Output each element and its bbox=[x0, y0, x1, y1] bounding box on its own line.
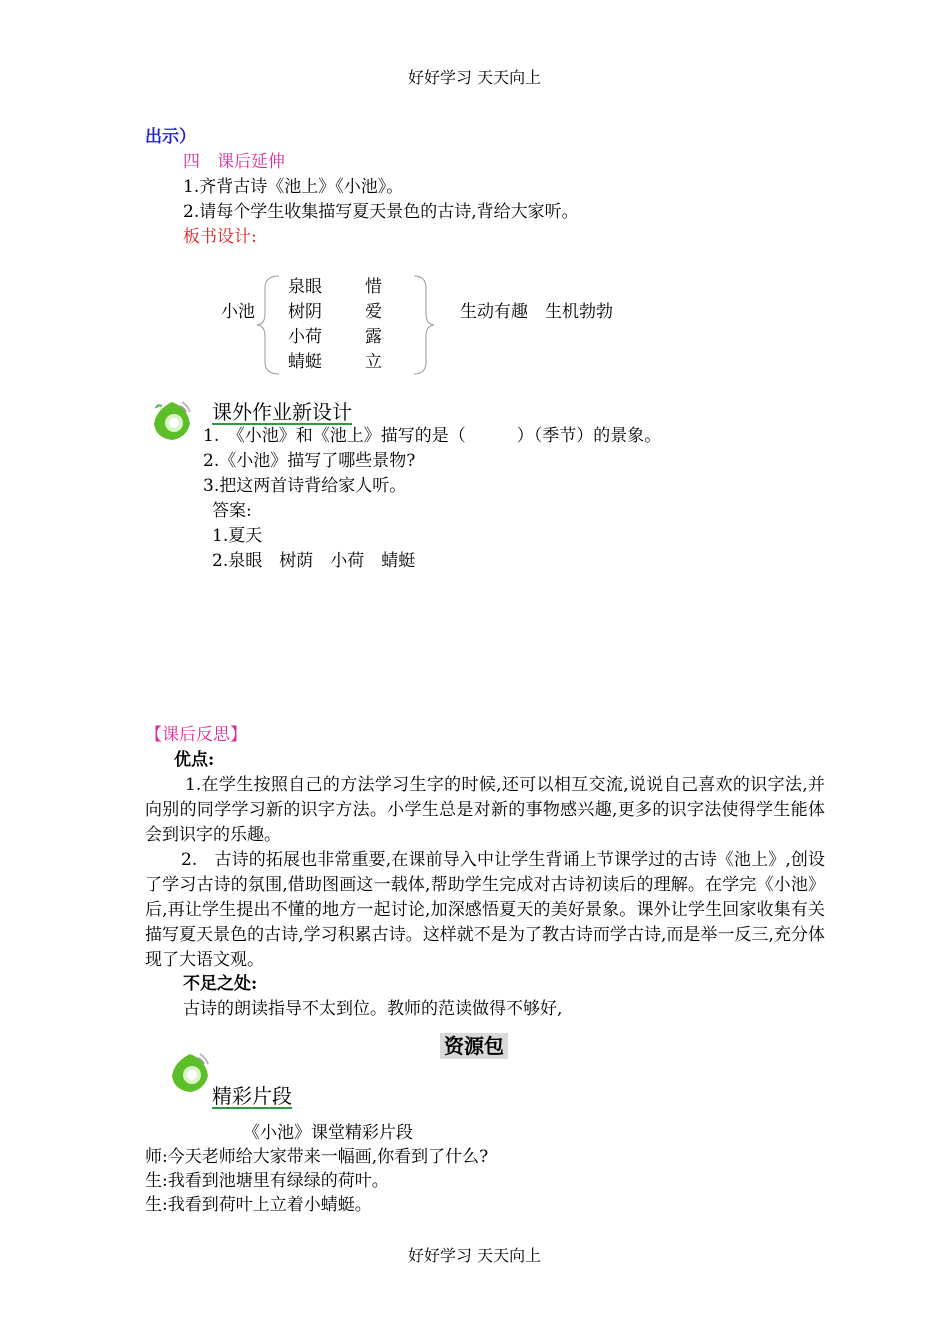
dialogue-line: 生:我看到荷叶上立着小蜻蜓。 bbox=[145, 1195, 372, 1215]
right-brace bbox=[410, 274, 438, 376]
board-right: 生动有趣 生机勃勃 bbox=[460, 302, 613, 322]
left-brace bbox=[255, 274, 283, 376]
homework-title: 课外作业新设计 bbox=[212, 400, 352, 424]
answer-label: 答案: bbox=[212, 501, 252, 521]
board-row-b: 露 bbox=[365, 327, 382, 347]
board-row-a: 树阴 bbox=[288, 302, 322, 322]
homework-item: 2.《小池》描写了哪些景物? bbox=[203, 451, 416, 471]
reflection-paragraph: 1.在学生按照自己的方法学习生字的时候,还可以相互交流,说说自己喜欢的识字法,并向别的同学学习新的识字方法。小学生总是对新的事物感兴趣,更多的识字法使得学生能体会到识字的乐趣。 bbox=[145, 775, 825, 845]
leaf-icon bbox=[168, 1050, 212, 1094]
board-row-b: 立 bbox=[365, 352, 382, 372]
section4-item: 2.请每个学生收集描写夏天景色的古诗,背给大家听。 bbox=[183, 202, 579, 222]
board-row-a: 泉眼 bbox=[288, 277, 322, 297]
page-header: 好好学习 天天向上 bbox=[408, 68, 542, 87]
board-left: 小池 bbox=[221, 302, 255, 322]
board-row-b: 惜 bbox=[365, 277, 382, 297]
homework-item: 3.把这两首诗背给家人听。 bbox=[203, 476, 407, 496]
cons-label: 不足之处: bbox=[183, 974, 258, 994]
board-row-a: 蜻蜓 bbox=[288, 352, 322, 372]
board-row-a: 小荷 bbox=[288, 327, 322, 347]
board-row-b: 爱 bbox=[365, 302, 382, 322]
pros-label: 优点: bbox=[174, 750, 215, 770]
page-footer: 好好学习 天天向上 bbox=[408, 1246, 542, 1265]
top-fragment: 出示） bbox=[145, 127, 196, 147]
dialogue-line: 生:我看到池塘里有绿绿的荷叶。 bbox=[145, 1171, 389, 1191]
reflection-title: 【课后反思】 bbox=[145, 725, 247, 745]
highlight-subtitle: 《小池》课堂精彩片段 bbox=[243, 1123, 413, 1143]
answer-item: 2.泉眼 树荫 小荷 蜻蜓 bbox=[212, 551, 416, 571]
dialogue-line: 师:今天老师给大家带来一幅画,你看到了什么? bbox=[145, 1147, 489, 1167]
cons-text: 古诗的朗读指导不太到位。教师的范读做得不够好, bbox=[183, 999, 563, 1019]
board-label: 板书设计: bbox=[183, 227, 257, 247]
section4-title: 四 课后延伸 bbox=[183, 152, 285, 172]
resource-title: 资源包 bbox=[440, 1033, 508, 1059]
highlight-title: 精彩片段 bbox=[212, 1084, 292, 1108]
homework-item: 1. 《小池》和《池上》描写的是（ ）（季节）的景象。 bbox=[203, 426, 662, 446]
section4-item: 1.齐背古诗《池上》《小池》。 bbox=[183, 177, 404, 197]
answer-item: 1.夏天 bbox=[212, 526, 263, 546]
reflection-paragraph: 2. 古诗的拓展也非常重要,在课前导入中让学生背诵上节课学过的古诗《池上》,创设了学习古诗的氛围,借助图画这一载体,帮助学生完成对古诗初读后的理解。在学完《小池》后,再让学生提出不懂的地方一起讨论,加深感悟夏天的美好景象。课外让学生回家收集有关描写夏天景色的古诗,学习积累古诗。这样就不是为了教古诗而学古诗,而是举一反三,充分体现了大语文观。 bbox=[145, 850, 825, 970]
leaf-icon bbox=[150, 398, 194, 442]
